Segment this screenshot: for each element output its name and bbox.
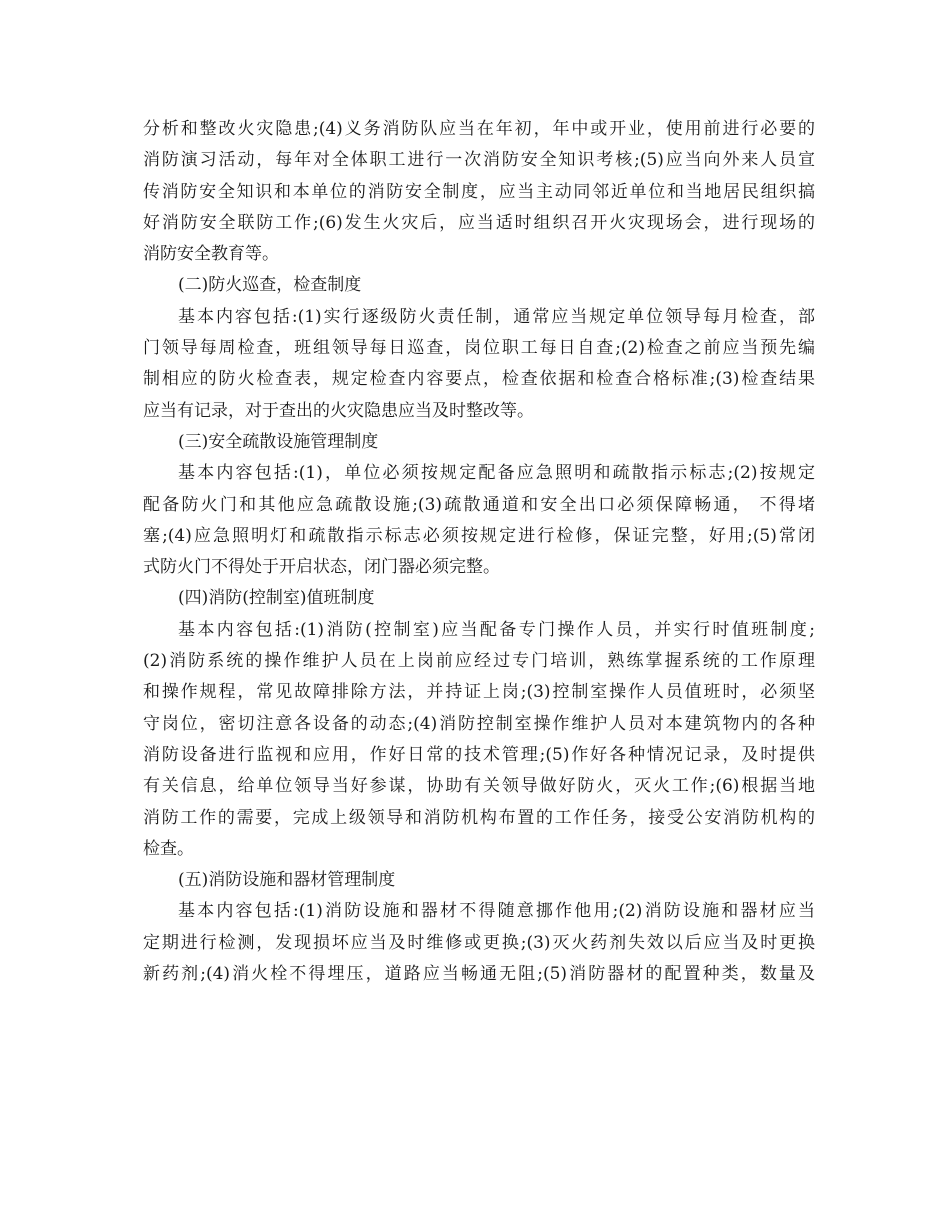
body-text-line: 制相应的防火检查表，规定检查内容要点，检查依据和检查合格标准;(3)检查结果 xyxy=(143,369,815,390)
body-text-line: 消防设备进行监视和应用，作好日常的技术管理;(5)作好各种情况记录，及时提供 xyxy=(143,744,815,765)
body-text-line: 守岗位，密切注意各设备的动态;(4)消防控制室操作维护人员对本建筑物内的各种 xyxy=(143,713,815,734)
body-text-line: 门领导每周检查，班组领导每日巡查，岗位职工每日自查;(2)检查之前应当预先编 xyxy=(143,338,815,359)
section-heading: (四)消防(控制室)值班制度 xyxy=(178,588,375,609)
body-text-line: 新药剂;(4)消火栓不得埋压，道路应当畅通无阻;(5)消防器材的配置种类，数量及 xyxy=(143,964,815,985)
body-text-line: 塞;(4)应急照明灯和疏散指示标志必须按规定进行检修，保证完整，好用;(5)常闭 xyxy=(143,525,815,546)
body-text-line: 检查。 xyxy=(143,838,194,859)
body-text-line: 和操作规程，常见故障排除方法，并持证上岗;(3)控制室操作人员值班时，必须坚 xyxy=(143,682,815,703)
body-text-line: 基本内容包括:(1)，单位必须按规定配备应急照明和疏散指示标志;(2)按规定 xyxy=(178,463,815,484)
body-text-line: 式防火门不得处于开启状态，闭门器必须完整。 xyxy=(143,557,500,578)
body-text-line: 基本内容包括:(1)消防(控制室)应当配备专门操作人员，并实行时值班制度; xyxy=(178,619,815,640)
body-text-line: 配备防火门和其他应急疏散设施;(3)疏散通道和安全出口必须保障畅通， 不得堵 xyxy=(143,494,815,515)
body-text-line: 好消防安全联防工作;(6)发生火灾后，应当适时组织召开火灾现场会，进行现场的 xyxy=(143,212,815,233)
body-text-line: 基本内容包括:(1)消防设施和器材不得随意挪作他用;(2)消防设施和器材应当 xyxy=(178,901,815,922)
section-heading: (三)安全疏散设施管理制度 xyxy=(178,431,379,452)
body-text-line: (2)消防系统的操作维护人员在上岗前应经过专门培训，熟练掌握系统的工作原理 xyxy=(143,651,815,672)
body-text-line: 消防工作的需要，完成上级领导和消防机构布置的工作任务，接受公安消防机构的 xyxy=(143,807,815,828)
body-text-line: 消防安全教育等。 xyxy=(143,244,279,265)
body-text-line: 定期进行检测，发现损坏应当及时维修或更换;(3)灭火药剂失效以后应当及时更换 xyxy=(143,932,815,953)
body-text-line: 分析和整改火灾隐患;(4)义务消防队应当在年初，年中或开业，使用前进行必要的 xyxy=(143,119,815,139)
body-text-line: 基本内容包括:(1)实行逐级防火责任制，通常应当规定单位领导每月检查，部 xyxy=(178,306,815,327)
section-heading: (五)消防设施和器材管理制度 xyxy=(178,870,396,891)
body-text-line: 应当有记录，对于查出的火灾隐患应当及时整改等。 xyxy=(143,400,534,421)
body-text-line: 有关信息，给单位领导当好参谋，协助有关领导做好防火，灭火工作;(6)根据当地 xyxy=(143,776,815,797)
section-heading: (二)防火巡查，检查制度 xyxy=(178,275,362,296)
body-text-line: 消防演习活动，每年对全体职工进行一次消防安全知识考核;(5)应当向外来人员宣 xyxy=(143,150,815,171)
document-page xyxy=(143,114,815,990)
body-text-line: 传消防安全知识和本单位的消防安全制度，应当主动同邻近单位和当地居民组织搞 xyxy=(143,181,815,202)
